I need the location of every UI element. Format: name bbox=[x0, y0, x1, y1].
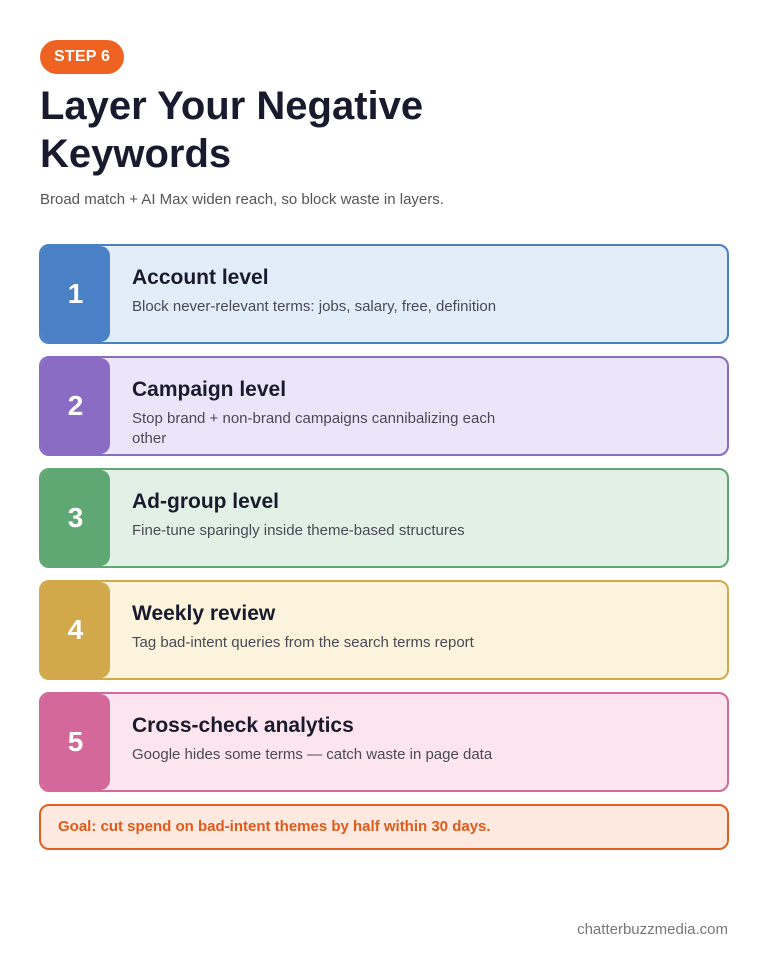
step-title: Account level bbox=[132, 266, 269, 289]
step-badge: STEP 6 bbox=[40, 40, 124, 74]
step-number: 4 bbox=[41, 582, 110, 678]
step-title: Campaign level bbox=[132, 378, 287, 401]
step-title: Ad-group level bbox=[132, 490, 280, 513]
step-body bbox=[110, 582, 510, 678]
step-body bbox=[110, 246, 510, 342]
step-title: Cross-check analytics bbox=[132, 714, 354, 737]
step-body bbox=[110, 694, 510, 790]
step-number: 2 bbox=[41, 358, 110, 454]
page-subtitle: Broad match + AI Max widen reach, so block waste in layers. bbox=[40, 191, 444, 208]
step-card-3 bbox=[39, 468, 729, 568]
step-body bbox=[110, 358, 510, 454]
footer-domain: chatterbuzzmedia.com bbox=[577, 921, 728, 938]
step-number: 3 bbox=[41, 470, 110, 566]
step-body bbox=[110, 470, 510, 566]
steps-list bbox=[39, 244, 729, 804]
step-title: Weekly review bbox=[132, 602, 276, 625]
step-description: Fine-tune sparingly inside theme-based structures bbox=[132, 522, 465, 539]
goal-callout: Goal: cut spend on bad-intent themes by half within 30 days. bbox=[39, 804, 729, 850]
step-description: Block never-relevant terms: jobs, salary, free, definition bbox=[132, 298, 497, 315]
step-description: Google hides some terms — catch waste in page data bbox=[132, 746, 493, 763]
step-number: 5 bbox=[41, 694, 110, 790]
step-card-1 bbox=[39, 244, 729, 344]
step-description: Stop brand + non-brand campaigns cannibalizing each other bbox=[132, 410, 496, 447]
step-card-2 bbox=[39, 356, 729, 456]
step-description: Tag bad-intent queries from the search terms report bbox=[132, 634, 474, 651]
step-number: 1 bbox=[41, 246, 110, 342]
page-title: Layer Your Negative Keywords bbox=[40, 84, 424, 176]
step-card-5 bbox=[39, 692, 729, 792]
step-card-4 bbox=[39, 580, 729, 680]
